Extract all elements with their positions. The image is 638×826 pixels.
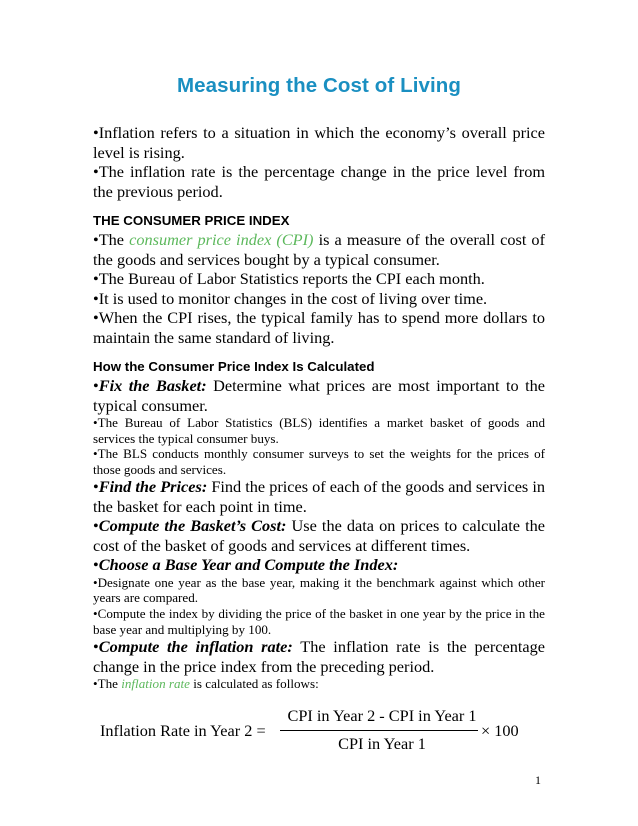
step-fix-basket-sub1: •The Bureau of Labor Statistics (BLS) identifies a market basket of goods and services the typical consumer buys.: [93, 415, 545, 446]
step-base-year-sub1: •Designate one year as the base year, making it the benchmark against which other years are compared.: [93, 574, 545, 606]
step-fix-basket: •Fix the Basket: Determine what prices are most important to the typical consumer.: [93, 376, 545, 415]
step-find-prices: •Find the Prices: Find the prices of each of the goods and services in the basket for each point in time.: [93, 477, 545, 516]
inflation-formula: [100, 706, 530, 752]
term-cpi: consumer price index (CPI): [129, 230, 314, 249]
formula-denominator: CPI in Year 1: [338, 734, 426, 753]
cpi-bullet-rises: •When the CPI rises, the typical family has to spend more dollars to maintain the same standard of living.: [93, 308, 545, 347]
formula-lhs: Inflation Rate in Year 2 =: [100, 721, 266, 740]
step-base-year-sub2: •Compute the index by dividing the price of the basket in one year by the price in the base year and multiplying by 100.: [93, 606, 545, 637]
formula-fraction-bar: [280, 730, 478, 731]
formula-numerator: CPI in Year 2 - CPI in Year 1: [287, 706, 477, 725]
page-title: Measuring the Cost of Living: [176, 74, 462, 97]
term-inflation-rate-sub: inflation rate: [121, 676, 190, 692]
step-base-year: •Choose a Base Year and Compute the Index:: [93, 555, 399, 575]
formula-rhs: × 100: [481, 721, 519, 740]
term-inflation: Inflation: [98, 123, 155, 142]
intro-inflation-rate: •The inflation rate is the percentage change in the price level from the previous period.: [93, 162, 546, 201]
page-number: 1: [535, 773, 541, 787]
calc-heading: How the Consumer Price Index Is Calculated: [93, 359, 375, 374]
step-inflation-rate-sub: •The inflation rate is calculated as follows:: [93, 676, 319, 692]
term-inflation-rate: inflation rate: [130, 162, 216, 181]
intro-inflation: •Inflation refers to a situation in which the economy’s overall price level is rising.: [93, 123, 545, 162]
cpi-bullet-bls: •The Bureau of Labor Statistics reports the CPI each month.: [93, 269, 485, 288]
step-inflation-rate: •Compute the inflation rate: The inflation rate is the percentage change in the price index from the preceding period.: [93, 637, 545, 676]
cpi-bullet-monitor: •It is used to monitor changes in the cost of living over time.: [93, 288, 488, 308]
document-body: [93, 123, 545, 692]
cpi-definition: •The consumer price index (CPI) is a measure of the overall cost of the goods and services bought by a typical consumer.: [93, 230, 545, 269]
step-fix-basket-sub2: •The BLS conducts monthly consumer surveys to set the weights for the prices of those goods and services.: [93, 446, 545, 477]
step-compute-cost: •Compute the Basket’s Cost: Use the data on prices to calculate the cost of the basket of goods and services at different times.: [93, 516, 545, 555]
cpi-heading: THE CONSUMER PRICE INDEX: [93, 213, 290, 228]
